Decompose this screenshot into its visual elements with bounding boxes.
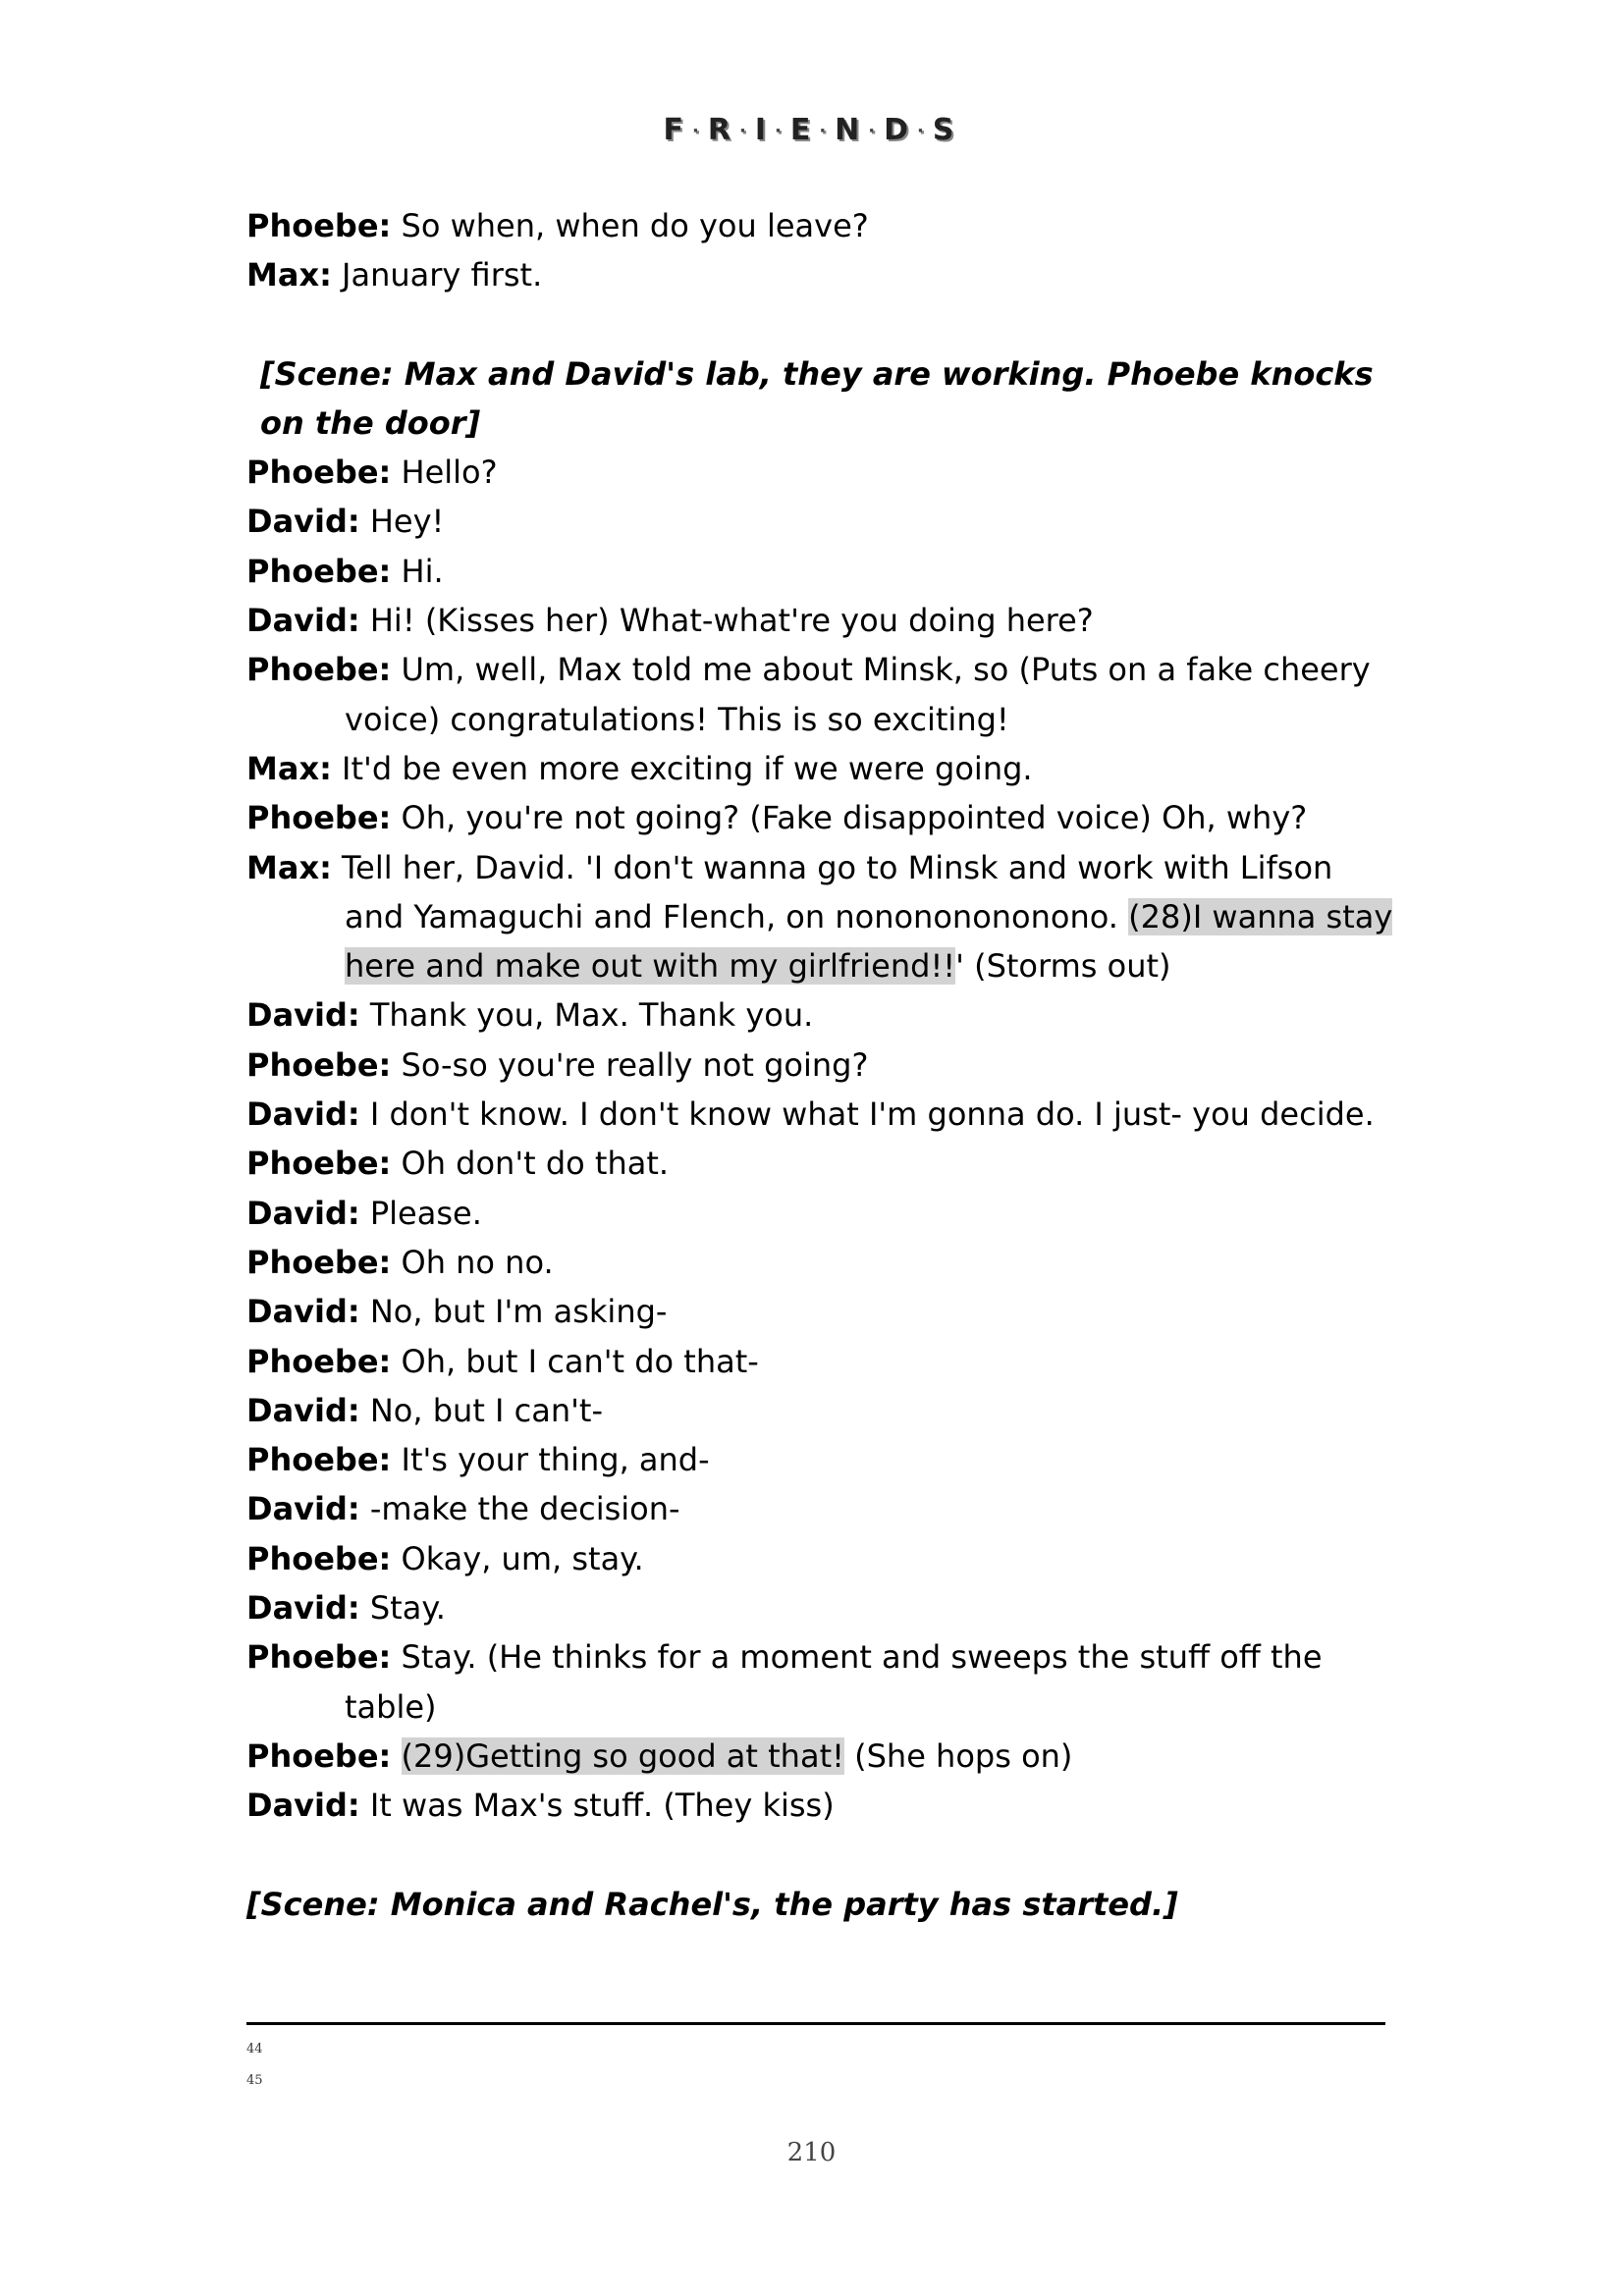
dialogue-text: It was Max's stuff. (They kiss)	[369, 1787, 835, 1825]
dialogue-text: So-so you're really not going?	[401, 1045, 869, 1084]
dialogue-line	[246, 1732, 1395, 1781]
dialogue-line	[246, 1632, 1395, 1732]
dialogue-text: -make the decision-	[369, 1490, 680, 1528]
highlighted-phrase: (28)I wanna stay here and make out with my girlfriend!!	[345, 897, 1393, 986]
dialogue-line	[246, 645, 1395, 744]
dialogue-text: Okay, um, stay.	[401, 1539, 644, 1577]
dialogue-line	[246, 448, 1395, 497]
dialogue-text: Stay. (He thinks for a moment and sweeps the stuff off the table)	[345, 1638, 1323, 1726]
dialogue-line	[246, 250, 1395, 299]
dialogue-line	[246, 793, 1395, 842]
scene-heading: [Scene: Max and David's lab, they are working. Phoebe knocks on the door]	[260, 354, 1374, 442]
speaker-name: David:	[246, 1589, 360, 1628]
dialogue-line	[246, 1534, 1395, 1583]
dialogue-list	[246, 448, 1395, 1830]
speaker-name: Phoebe:	[246, 1736, 392, 1775]
footnote-marker: 44	[246, 2042, 263, 2056]
dialogue-text: Hello?	[401, 454, 498, 492]
dialogue-text: Thank you, Max. Thank you.	[369, 996, 814, 1035]
dialogue-line	[246, 1583, 1395, 1632]
speaker-name: Phoebe:	[246, 1539, 392, 1577]
speaker-name: David:	[246, 1787, 360, 1825]
speaker-name: Max:	[246, 749, 332, 787]
dialogue-text: Stay.	[369, 1589, 446, 1628]
speaker-name: David:	[246, 1194, 360, 1232]
dialogue-text: Please.	[369, 1194, 482, 1232]
dialogue-text: So when, when do you leave?	[401, 207, 869, 244]
friends-logo-text: F · R · I · E · N · D · S	[663, 113, 960, 147]
speaker-name: David:	[246, 503, 360, 541]
dialogue-line	[246, 1041, 1395, 1090]
script-body	[246, 201, 1395, 1929]
speaker-name: David:	[246, 602, 360, 640]
dialogue-line	[246, 744, 1395, 793]
dialogue-line	[246, 201, 1395, 250]
page-number: 210	[786, 2138, 837, 2167]
dialogue-line	[246, 1189, 1395, 1238]
speaker-name: Max:	[246, 256, 332, 294]
speaker-name: David:	[246, 1490, 360, 1528]
footnote-marker: 45	[246, 2073, 263, 2088]
speaker-name: Phoebe:	[246, 1342, 392, 1380]
dialogue-text: Oh, but I can't do that-	[401, 1342, 759, 1380]
dialogue-line	[246, 547, 1395, 596]
dialogue-line	[246, 1287, 1395, 1336]
speaker-name: Phoebe:	[246, 1145, 392, 1183]
dialogue-line	[246, 1386, 1395, 1435]
speaker-name: Phoebe:	[246, 1243, 392, 1281]
friends-logo	[0, 113, 1623, 147]
speaker-name: Phoebe:	[246, 799, 392, 837]
dialogue-line	[246, 1090, 1395, 1139]
dialogue-text: It'd be even more exciting if we were going.	[342, 749, 1033, 787]
dialogue-text: I don't know. I don't know what I'm gonna do. I just- you decide.	[369, 1095, 1375, 1134]
dialogue-line	[246, 1435, 1395, 1484]
dialogue-text: No, but I'm asking-	[369, 1293, 668, 1331]
speaker-name: David:	[246, 1293, 360, 1331]
speaker-name: Phoebe:	[246, 552, 392, 590]
speaker-name: Phoebe:	[246, 1045, 392, 1084]
dialogue-line	[246, 596, 1395, 645]
speaker-name: Phoebe:	[246, 1638, 392, 1677]
highlighted-phrase: (29)Getting so good at that!	[401, 1736, 844, 1775]
dialogue-text: January first.	[342, 256, 543, 294]
dialogue-text: ' (Storms out)	[955, 947, 1171, 986]
dialogue-text: (She hops on)	[843, 1736, 1073, 1775]
dialogue-line	[246, 1484, 1395, 1533]
speaker-name: Phoebe:	[246, 651, 392, 689]
speaker-name: Phoebe:	[246, 454, 392, 492]
scene-heading: [Scene: Monica and Rachel's, the party has started.]	[246, 1885, 1178, 1923]
dialogue-text: Oh no no.	[401, 1243, 554, 1281]
dialogue-line	[246, 1139, 1395, 1188]
dialogue-line	[246, 1337, 1395, 1386]
speaker-name: David:	[246, 996, 360, 1035]
dialogue-text: Um, well, Max told me about Minsk, so (Puts on a fake cheery voice) congratulations! This is so exciting!	[345, 651, 1371, 738]
footnote-separator	[246, 2022, 1385, 2025]
dialogue-line	[246, 497, 1395, 546]
speaker-name: Phoebe:	[246, 207, 392, 244]
dialogue-text: Hey!	[369, 503, 445, 541]
dialogue-text: No, but I can't-	[369, 1391, 604, 1429]
dialogue-line	[246, 990, 1395, 1040]
dialogue-text: Hi.	[401, 552, 444, 590]
dialogue-text: Oh don't do that.	[401, 1145, 670, 1183]
speaker-name: Phoebe:	[246, 1441, 392, 1479]
dialogue-text: Tell her, David. 'I don't wanna go to Minsk and work with Lifson and Yamaguchi and Flench, on nonononononono.	[342, 848, 1333, 935]
speaker-name: David:	[246, 1095, 360, 1134]
speaker-name: David:	[246, 1391, 360, 1429]
dialogue-line	[246, 1238, 1395, 1287]
dialogue-text: Oh, you're not going? (Fake disappointed voice) Oh, why?	[401, 799, 1308, 837]
dialogue-line	[246, 843, 1395, 991]
dialogue-text: Hi! (Kisses her) What-what're you doing here?	[369, 602, 1094, 640]
speaker-name: Max:	[246, 848, 332, 886]
dialogue-line	[246, 1781, 1395, 1830]
dialogue-text: It's your thing, and-	[401, 1441, 710, 1479]
